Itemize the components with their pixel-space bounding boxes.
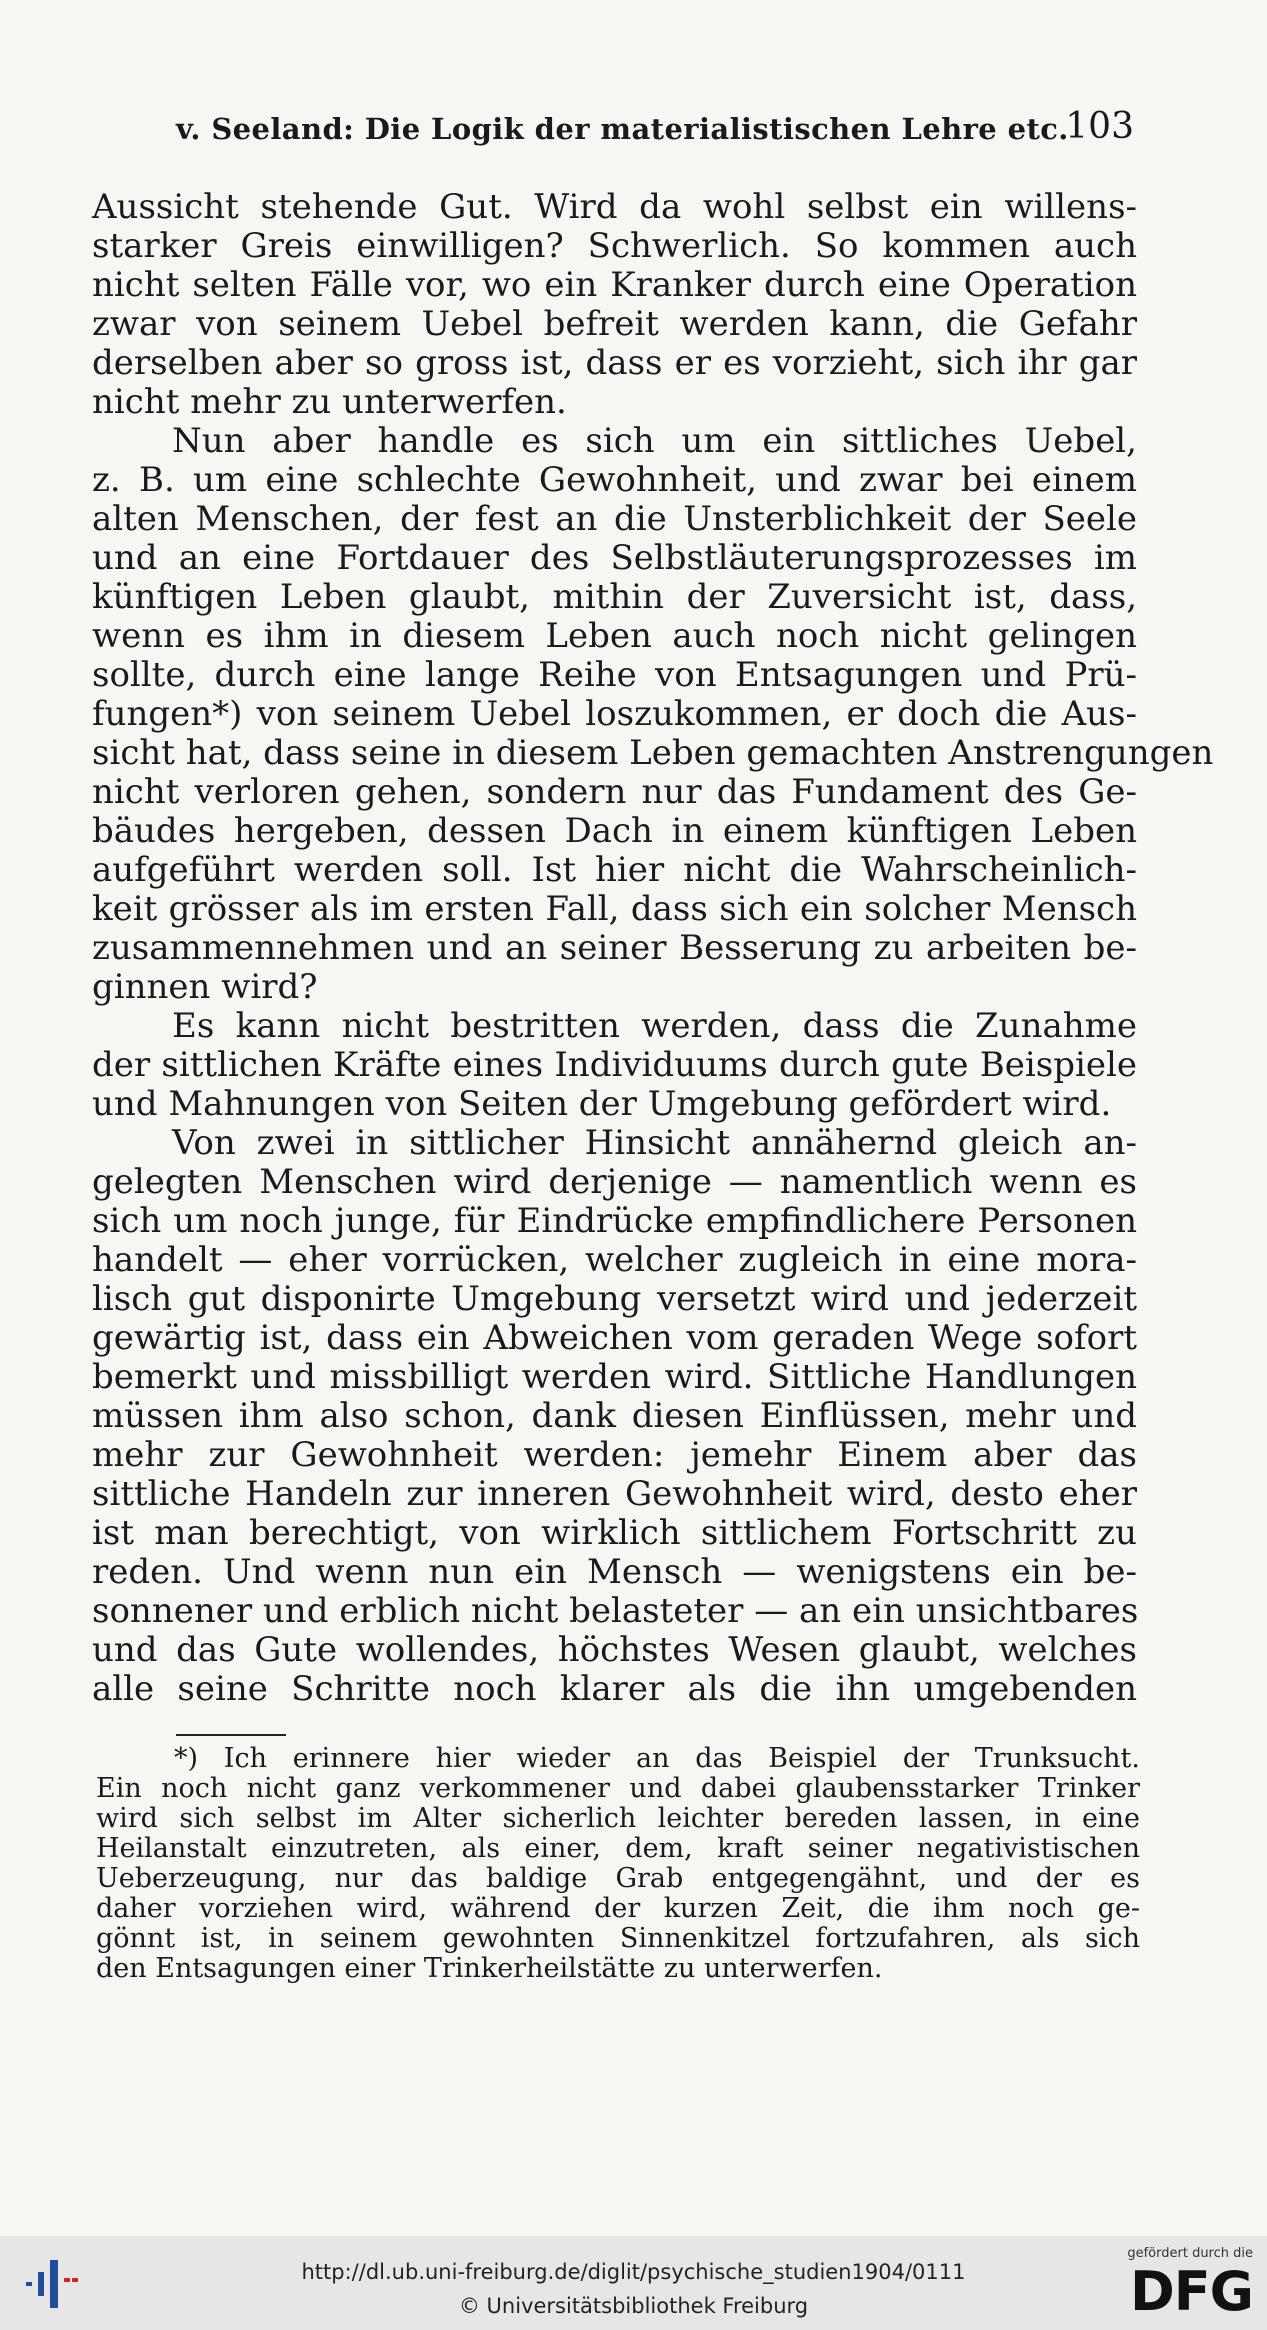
text-line: z. B. um eine schlechte Gewohnheit, und zwar bei einem [92, 460, 1137, 500]
footnote-line: gönnt ist, in seinem gewohnten Sinnenkitzel fortzufahren, als sich [96, 1923, 1140, 1954]
text-line: sittliche Handeln zur inneren Gewohnheit wird, desto eher [92, 1474, 1137, 1514]
footnote-line: Heilanstalt einzutreten, als einer, dem, kraft seiner negativistischen [96, 1833, 1140, 1864]
text-line: starker Greis einwilligen? Schwerlich. So kommen auch [92, 226, 1137, 266]
text-line: sollte, durch eine lange Reihe von Entsagungen und Prü- [92, 655, 1137, 695]
footnote-line: den Entsagungen einer Trinkerheilstätte zu unterwerfen. [96, 1953, 883, 1984]
page-number: 103 [1065, 106, 1134, 147]
footnote-line: daher vorziehen wird, während der kurzen Zeit, die ihm noch ge- [96, 1893, 1140, 1924]
dfg-logo-text: DFG [1129, 2260, 1253, 2323]
text-line: keit grösser als im ersten Fall, dass sich ein solcher Mensch [92, 889, 1137, 929]
permalink-url[interactable]: http://dl.ub.uni-freiburg.de/diglit/psychische_studien1904/0111 [301, 2260, 966, 2284]
footnote-line: *) Ich erinnere hier wieder an das Beispiel der Trunksucht. [174, 1743, 1140, 1774]
text-line: sicht hat, dass seine in diesem Leben gemachten Anstrengungen [92, 733, 1214, 773]
footnote-divider [176, 1732, 286, 1738]
dfg-tagline: gefördert durch die [1127, 2246, 1253, 2261]
text-line: aufgeführt werden soll. Ist hier nicht die Wahrscheinlich- [92, 850, 1137, 890]
text-line: Nun aber handle es sich um ein sittliches Uebel, [172, 421, 1137, 461]
text-line: bäudes hergeben, dessen Dach in einem künftigen Leben [92, 811, 1137, 851]
text-line: und das Gute wollendes, höchstes Wesen glaubt, welches [92, 1630, 1137, 1670]
footnotes [96, 1744, 1140, 1984]
running-title: v. Seeland: Die Logik der materialistischen Lehre etc. [176, 112, 1069, 146]
footnote-line: Ein noch nicht ganz verkommener und dabei glaubensstarker Trinker [96, 1773, 1140, 1804]
text-line: künftigen Leben glaubt, mithin der Zuversicht ist, dass, [92, 577, 1137, 617]
footnote-line: Ueberzeugung, nur das baldige Grab entgegengähnt, und der es [96, 1863, 1140, 1894]
text-line: alle seine Schritte noch klarer als die ihn umgebenden [92, 1669, 1137, 1709]
dfg-logo [1113, 2246, 1253, 2324]
text-line: reden. Und wenn nun ein Mensch — wenigstens ein be- [92, 1552, 1137, 1592]
page-header [176, 106, 1134, 156]
text-line: zwar von seinem Uebel befreit werden kann, die Gefahr [92, 304, 1137, 344]
footnote-line: wird sich selbst im Alter sicherlich leichter bereden lassen, in eine [96, 1803, 1140, 1834]
text-line: und Mahnungen von Seiten der Umgebung gefördert wird. [92, 1084, 1112, 1124]
text-line: nicht mehr zu unterwerfen. [92, 382, 567, 422]
text-line: ginnen wird? [92, 967, 318, 1007]
text-line: ist man berechtigt, von wirklich sittlichem Fortschritt zu [92, 1513, 1137, 1553]
text-line: alten Menschen, der fest an die Unsterblichkeit der Seele [92, 499, 1137, 539]
text-line: gelegten Menschen wird derjenige — namentlich wenn es [92, 1162, 1137, 1202]
text-line: sonnener und erblich nicht belasteter — an ein unsichtbares [92, 1591, 1139, 1631]
text-line: gewärtig ist, dass ein Abweichen vom geraden Wege sofort [92, 1318, 1137, 1358]
text-line: fungen*) von seinem Uebel loszukommen, er doch die Aus- [92, 694, 1137, 734]
text-line: und an eine Fortdauer des Selbstläuterungsprozesses im [92, 538, 1137, 578]
text-line: zusammennehmen und an seiner Besserung zu arbeiten be- [92, 928, 1137, 968]
text-line: Aussicht stehende Gut. Wird da wohl selbst ein willens- [92, 187, 1137, 227]
text-line: Von zwei in sittlicher Hinsicht annähernd gleich an- [172, 1123, 1137, 1163]
copyright-notice: © Universitätsbibliothek Freiburg [458, 2294, 809, 2318]
text-line: nicht selten Fälle vor, wo ein Kranker durch eine Operation [92, 265, 1137, 305]
text-line: handelt — eher vorrücken, welcher zugleich in eine mora- [92, 1240, 1137, 1280]
text-line: Es kann nicht bestritten werden, dass die Zunahme [172, 1006, 1137, 1046]
text-line: derselben aber so gross ist, dass er es vorzieht, sich ihr gar [92, 343, 1137, 383]
text-line: lisch gut disponirte Umgebung versetzt wird und jederzeit [92, 1279, 1137, 1319]
body-text [92, 187, 1214, 1709]
text-line: bemerkt und missbilligt werden wird. Sittliche Handlungen [92, 1357, 1137, 1397]
text-line: mehr zur Gewohnheit werden: jemehr Einem aber das [92, 1435, 1137, 1475]
viewer-footer [0, 2236, 1267, 2330]
text-line: der sittlichen Kräfte eines Individuums durch gute Beispiele [92, 1045, 1137, 1085]
text-line: wenn es ihm in diesem Leben auch noch nicht gelingen [92, 616, 1137, 656]
text-line: sich um noch junge, für Eindrücke empfindlichere Personen [92, 1201, 1137, 1241]
text-line: müssen ihm also schon, dank diesen Einflüssen, mehr und [92, 1396, 1137, 1436]
text-line: nicht verloren gehen, sondern nur das Fundament des Ge- [92, 772, 1137, 812]
